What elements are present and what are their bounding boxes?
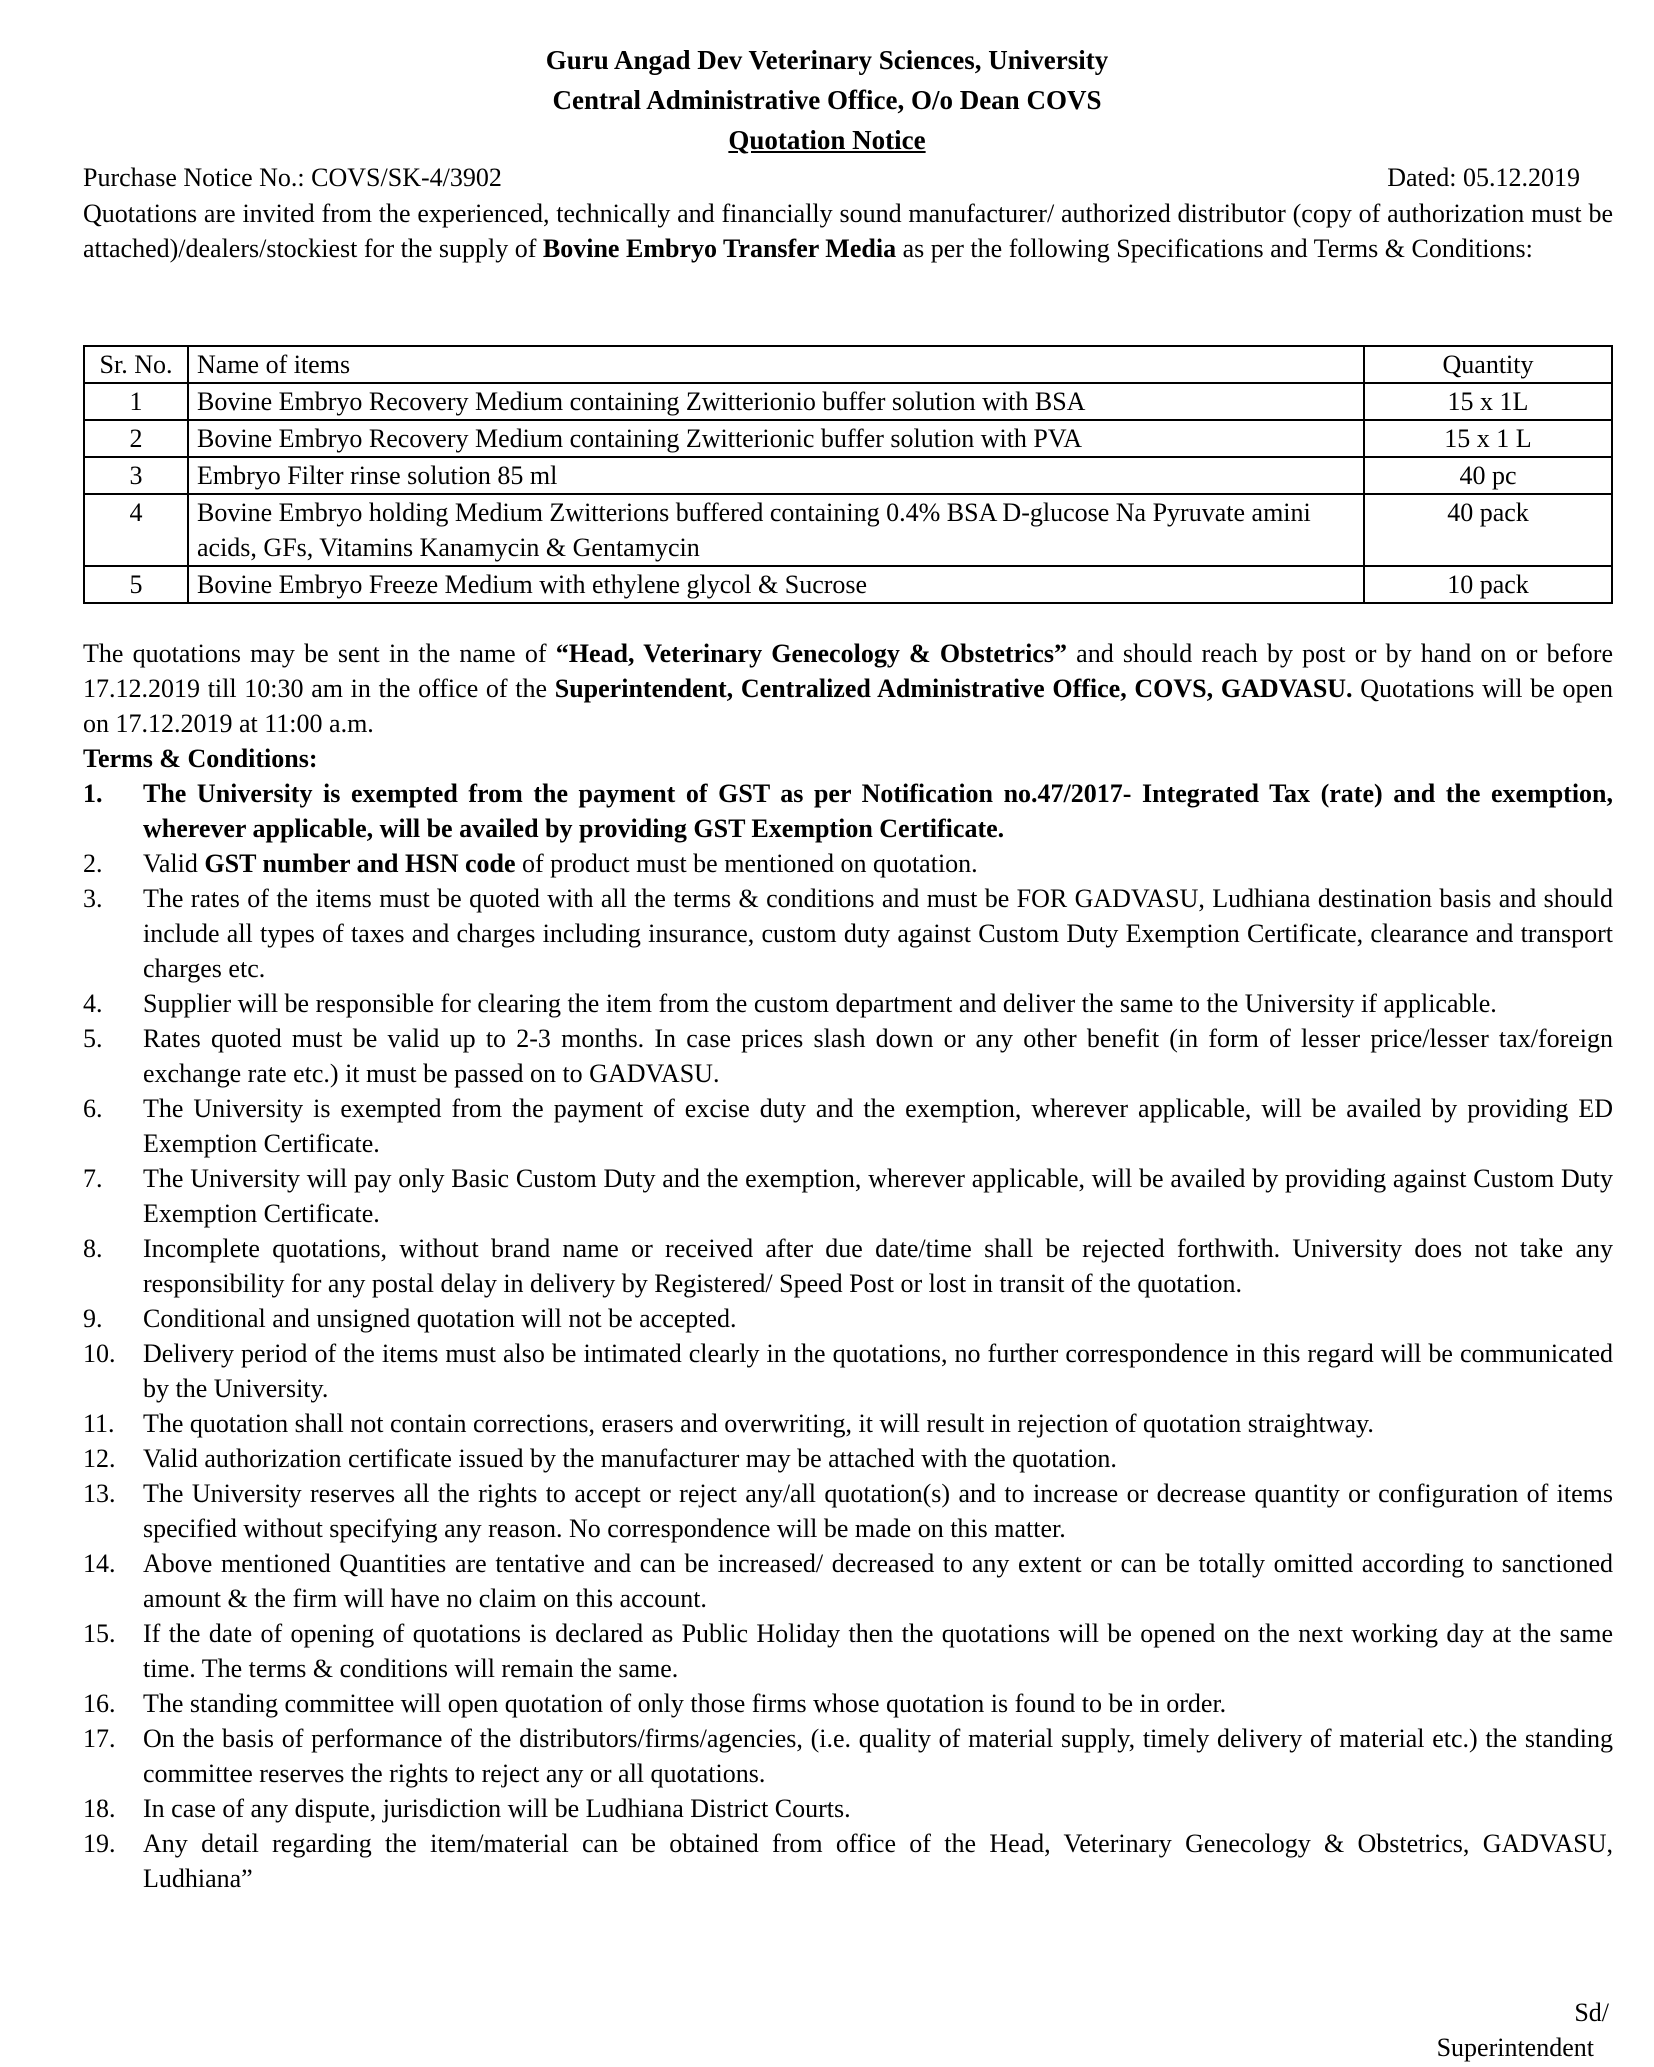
list-item: [83, 1441, 1613, 1476]
table-row: [84, 420, 1612, 457]
submission-paragraph: [83, 636, 1613, 741]
term-text: The University will pay only Basic Custom Duty and the exemption, wherever applicable, will be availed by providing against Custom Duty Exemption Certificate.: [143, 1164, 1613, 1228]
term-text: The University is exempted from the payment of excise duty and the exemption, wherever applicable, will be availed by providing ED Exemption Certificate.: [143, 1094, 1613, 1158]
list-item: [83, 1406, 1613, 1441]
term-text: The standing committee will open quotation of only those firms whose quotation is found to be in order.: [143, 1689, 1227, 1718]
list-item: [83, 1721, 1613, 1791]
term-text: Above mentioned Quantities are tentative and can be increased/ decreased to any extent or can be totally omitted according to sanctioned amount & the firm will have no claim on this account.: [143, 1549, 1613, 1613]
list-item: [83, 1301, 1613, 1336]
row-quantity: 15 x 1L: [1364, 383, 1612, 420]
row-item-name: Bovine Embryo holding Medium Zwitterions buffered containing 0.4% BSA D-glucose Na Pyruvate amini acids, GFs, Vitamins Kanamycin & Gentamycin: [188, 494, 1364, 566]
term-number: 17.: [83, 1724, 116, 1753]
list-item: [83, 1686, 1613, 1721]
list-item: [83, 1616, 1613, 1686]
row-item-name: Embryo Filter rinse solution 85 ml: [188, 457, 1364, 494]
document-title: Quotation Notice: [728, 125, 926, 155]
list-item: [83, 1091, 1613, 1161]
header-sr-no: Sr. No.: [84, 346, 188, 383]
term-number: 14.: [83, 1549, 116, 1578]
term-text: of product must be mentioned on quotation.: [515, 849, 978, 878]
term-text: Valid authorization certificate issued by the manufacturer may be attached with the quotation.: [143, 1444, 1117, 1473]
term-text: The quotation shall not contain corrections, erasers and overwriting, it will result in rejection of quotation straightway.: [143, 1409, 1374, 1438]
term-number: 18.: [83, 1794, 116, 1823]
list-item: [83, 846, 1613, 881]
intro-item-name: Bovine Embryo Transfer Media: [542, 234, 897, 263]
intro-text-after: as per the following Specifications and Terms & Conditions:: [896, 234, 1533, 263]
notice-date: Dated: 05.12.2019: [1387, 163, 1580, 192]
row-quantity: 40 pack: [1364, 494, 1612, 566]
submission-text-3: Quotations will be open on 17.12.2019 at 11:00 a.m.: [83, 674, 1614, 738]
row-item-name: Bovine Embryo Freeze Medium with ethylene glycol & Sucrose: [188, 566, 1364, 603]
term-text: On the basis of performance of the distributors/firms/agencies, (i.e. quality of material supply, timely delivery of material etc.) the standing committee reserves the rights to reject any or all quotations.: [143, 1724, 1613, 1788]
intro-paragraph: [83, 196, 1613, 266]
term-number: 5.: [83, 1024, 103, 1053]
term-number: 12.: [83, 1444, 116, 1473]
row-item-name: Bovine Embryo Recovery Medium containing Zwitterionio buffer solution with BSA: [188, 383, 1364, 420]
list-item: [83, 1021, 1613, 1091]
term-number: 6.: [83, 1094, 103, 1123]
term-text: Conditional and unsigned quotation will not be accepted.: [143, 1304, 737, 1333]
office-name: Central Administrative Office, O/o Dean COVS: [552, 85, 1102, 115]
table-row: [84, 383, 1612, 420]
term-text: If the date of opening of quotations is declared as Public Holiday then the quotations will be opened on the next working day at the same time. The terms & conditions will remain the same.: [143, 1619, 1613, 1683]
row-quantity: 10 pack: [1364, 566, 1612, 603]
terms-heading: Terms & Conditions:: [83, 744, 318, 773]
term-number: 2.: [83, 849, 103, 878]
term-text: Incomplete quotations, without brand name or received after due date/time shall be rejected forthwith. University does not take any responsibility for any postal delay in delivery by Registered/ Speed Post or lost in transit of the quotation.: [143, 1234, 1613, 1298]
list-item: [83, 1826, 1613, 1896]
signatory-designation: Superintendent: [1436, 2033, 1594, 2062]
row-quantity: 15 x 1 L: [1364, 420, 1612, 457]
intro-text-before: Quotations are invited from the experienced, technically and financially sound manufacturer/ authorized distributor (copy of authorization must be attached)/dealers/stockiest for the supply of: [83, 199, 1613, 263]
row-sr-no: 5: [84, 566, 188, 603]
table-row: [84, 457, 1612, 494]
term-number: 11.: [83, 1409, 115, 1438]
term-text: Supplier will be responsible for clearing the item from the custom department and deliver the same to the University if applicable.: [143, 989, 1497, 1018]
term-number: 19.: [83, 1829, 116, 1858]
signature-mark: Sd/: [1574, 1998, 1609, 2027]
list-item: [83, 1546, 1613, 1616]
term-number: 13.: [83, 1479, 116, 1508]
submission-office: Superintendent, Centralized Administrative Office, COVS, GADVASU.: [554, 674, 1353, 703]
term-text-bold: GST number and HSN code: [204, 849, 516, 878]
list-item: [83, 1161, 1613, 1231]
term-text: The rates of the items must be quoted with all the terms & conditions and must be FOR GADVASU, Ludhiana destination basis and should include all types of taxes and charges including insurance, custom duty against Custom Duty Exemption Certificate, clearance and transport charges etc.: [143, 884, 1613, 983]
submission-text-1: The quotations may be sent in the name of: [83, 639, 556, 668]
term-text: Delivery period of the items must also be intimated clearly in the quotations, no further correspondence in this regard will be communicated by the University.: [143, 1339, 1613, 1403]
term-number: 16.: [83, 1689, 116, 1718]
header-quantity: Quantity: [1364, 346, 1612, 383]
table-header-row: [84, 346, 1612, 383]
university-name: Guru Angad Dev Veterinary Sciences, University: [545, 45, 1109, 75]
table-row: [84, 566, 1612, 603]
list-item: [83, 1336, 1613, 1406]
purchase-notice-number: Purchase Notice No.: COVS/SK-4/3902: [83, 163, 502, 192]
list-item: [83, 881, 1613, 986]
term-text: Valid: [143, 849, 205, 878]
notice-row: [83, 160, 1580, 196]
header-item-name: Name of items: [188, 346, 1364, 383]
list-item: [83, 1791, 1613, 1826]
term-number: 9.: [83, 1304, 103, 1333]
term-text: The University is exempted from the payment of GST as per Notification no.47/2017- Integrated Tax (rate) and the exemption, wherever applicable, will be availed by providing GST Exemption Certificate.: [143, 779, 1613, 843]
term-text: Rates quoted must be valid up to 2-3 months. In case prices slash down or any other benefit (in form of lesser price/lesser tax/foreign exchange rate etc.) it must be passed on to GADVASU.: [143, 1024, 1613, 1088]
items-table: [83, 345, 1613, 604]
list-item: [83, 1231, 1613, 1301]
list-item: [83, 986, 1613, 1021]
term-number: 10.: [83, 1339, 116, 1368]
submission-text-2: and should reach by post or by hand on or before 17.12.2019 till 10:30 am in the office of the: [83, 639, 1613, 703]
term-text: The University reserves all the rights to accept or reject any/all quotation(s) and to increase or decrease quantity or configuration of items specified without specifying any reason. No correspondence will be made on this matter.: [143, 1479, 1613, 1543]
term-text: In case of any dispute, jurisdiction will be Ludhiana District Courts.: [143, 1794, 851, 1823]
row-sr-no: 3: [84, 457, 188, 494]
term-number: 1.: [83, 779, 103, 808]
term-number: 7.: [83, 1164, 103, 1193]
term-number: 8.: [83, 1234, 103, 1263]
term-number: 4.: [83, 989, 103, 1018]
row-sr-no: 1: [84, 383, 188, 420]
terms-list: [83, 776, 1613, 1896]
row-sr-no: 4: [84, 494, 188, 566]
term-text: Any detail regarding the item/material can be obtained from office of the Head, Veterinary Genecology & Obstetrics, GADVASU, Ludhiana”: [143, 1829, 1613, 1893]
row-quantity: 40 pc: [1364, 457, 1612, 494]
submission-addressee: “Head, Veterinary Genecology & Obstetrics”: [555, 639, 1067, 668]
row-item-name: Bovine Embryo Recovery Medium containing Zwitterionic buffer solution with PVA: [188, 420, 1364, 457]
list-item: [83, 1476, 1613, 1546]
row-sr-no: 2: [84, 420, 188, 457]
list-item: [83, 776, 1613, 846]
term-number: 3.: [83, 884, 103, 913]
table-row: [84, 494, 1612, 566]
term-number: 15.: [83, 1619, 116, 1648]
